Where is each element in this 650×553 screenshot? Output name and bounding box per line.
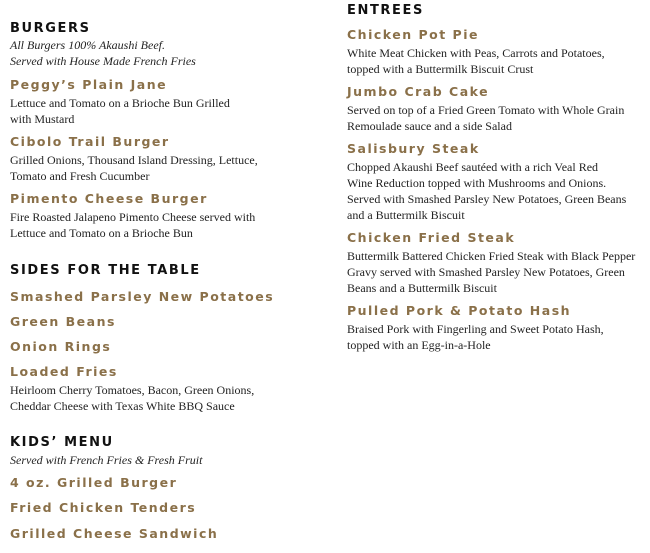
menu-item-name: Grilled Cheese Sandwich xyxy=(10,526,219,541)
menu-item-description: topped with a Buttermilk Biscuit Crust xyxy=(347,62,534,76)
kids-note: Served with French Fries & Fresh Fruit xyxy=(10,453,203,467)
menu-item-description: Lettuce and Tomato on a Brioche Bun xyxy=(10,226,193,240)
menu-item-description: Beans and a Buttermilk Biscuit xyxy=(347,281,497,295)
menu-item-name: Cibolo Trail Burger xyxy=(10,134,170,149)
entrees-heading: ENTREES xyxy=(347,3,424,18)
kids-heading: KIDS’ MENU xyxy=(10,435,114,450)
menu-item-description: Gravy served with Smashed Parsley New Potatoes, Green xyxy=(347,265,625,279)
menu-item-description: Served on top of a Fried Green Tomato with Whole Grain xyxy=(347,103,625,117)
menu-item-description: Tomato and Fresh Cucumber xyxy=(10,169,150,183)
menu-item-description: with Mustard xyxy=(10,112,75,126)
menu-item-name: Chicken Pot Pie xyxy=(347,27,479,42)
menu-item-description: topped with an Egg-in-a-Hole xyxy=(347,338,491,352)
sides-heading: SIDES FOR THE TABLE xyxy=(10,263,201,278)
menu-item-description: White Meat Chicken with Peas, Carrots and Potatoes, xyxy=(347,46,605,60)
menu-item-description: Heirloom Cherry Tomatoes, Bacon, Green Onions, xyxy=(10,383,255,397)
menu-item-name: 4 oz. Grilled Burger xyxy=(10,475,178,490)
menu-item-description: Buttermilk Battered Chicken Fried Steak with Black Pepper xyxy=(347,249,636,263)
menu-item-description: Served with Smashed Parsley New Potatoes, Green Beans xyxy=(347,192,627,206)
menu-item-name: Loaded Fries xyxy=(10,364,118,379)
menu-item-name: Pimento Cheese Burger xyxy=(10,191,208,206)
menu-item-description: Fire Roasted Jalapeno Pimento Cheese served with xyxy=(10,210,256,224)
menu-item-description: Chopped Akaushi Beef sautéed with a rich Veal Red xyxy=(347,160,599,174)
menu-item-name: Smashed Parsley New Potatoes xyxy=(10,289,275,304)
menu-item-name: Pulled Pork & Potato Hash xyxy=(347,303,572,318)
menu-item-name: Onion Rings xyxy=(10,339,112,354)
burgers-note: All Burgers 100% Akaushi Beef. xyxy=(10,38,165,52)
menu-item-name: Fried Chicken Tenders xyxy=(10,500,197,515)
menu-item-description: Grilled Onions, Thousand Island Dressing, Lettuce, xyxy=(10,153,258,167)
menu-item-name: Chicken Fried Steak xyxy=(347,230,516,245)
menu-item-name: Peggy’s Plain Jane xyxy=(10,77,168,92)
burgers-heading: BURGERS xyxy=(10,21,91,36)
menu-item-description: and a Buttermilk Biscuit xyxy=(347,208,465,222)
menu-item-description: Remoulade sauce and a side Salad xyxy=(347,119,512,133)
menu-item-name: Salisbury Steak xyxy=(347,141,480,156)
burgers-note: Served with House Made French Fries xyxy=(10,54,196,68)
menu-item-name: Green Beans xyxy=(10,314,116,329)
menu-item-name: Jumbo Crab Cake xyxy=(347,84,490,99)
menu-item-description: Lettuce and Tomato on a Brioche Bun Grilled xyxy=(10,96,230,110)
menu-item-description: Braised Pork with Fingerling and Sweet Potato Hash, xyxy=(347,322,604,336)
menu-item-description: Cheddar Cheese with Texas White BBQ Sauce xyxy=(10,399,235,413)
menu-item-description: Wine Reduction topped with Mushrooms and Onions. xyxy=(347,176,607,190)
